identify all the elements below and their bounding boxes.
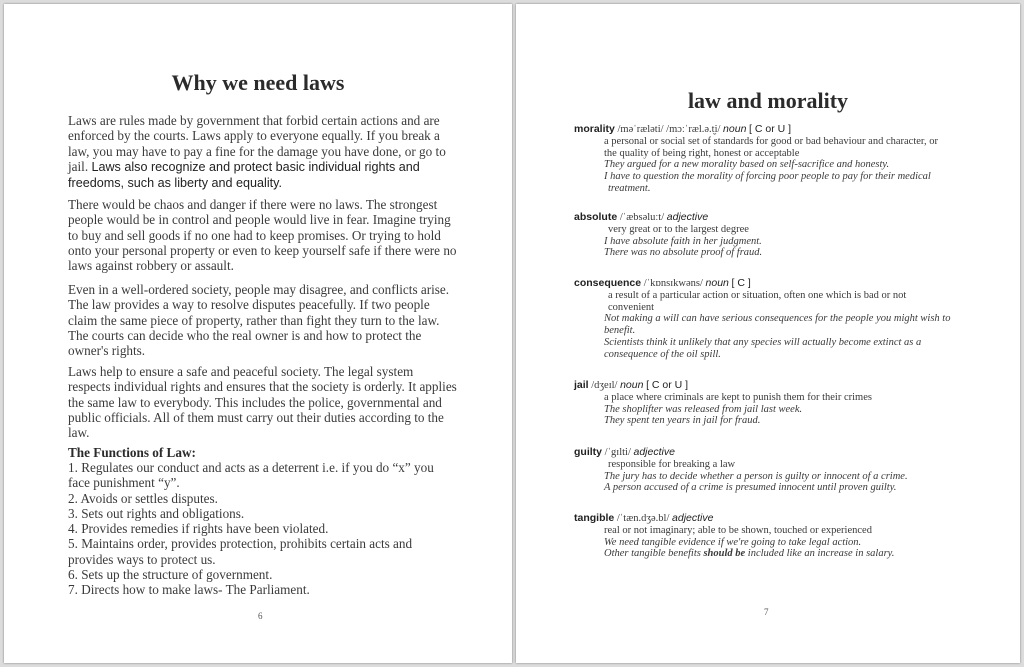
page-number: 7 xyxy=(764,607,769,617)
entry-pronunciation: /ˈkɒnsɪkwəns/ xyxy=(643,278,703,289)
entry-grammar: [ C or U ] xyxy=(646,379,689,391)
entry-example: They argued for a new morality based on self-sacrifice and honesty. xyxy=(604,159,890,171)
paragraph-chaos: There would be chaos and danger if there were no laws. The strongest people would be in control and people would live in fear. Imagine trying to buy and sell goods if no one had to keep promises. Or trying to hold onto your personal property or even to keep yourself safe if there were no laws against robbery or assault. xyxy=(68,197,457,274)
function-item: 3. Sets out rights and obligations. xyxy=(68,505,245,521)
entry-headword: morality xyxy=(574,123,615,135)
page-title: law and morality xyxy=(687,88,849,113)
entry-example: consequence of the oil spill. xyxy=(604,348,721,360)
dictionary-entry-jail xyxy=(574,380,974,427)
entry-pronunciation: /dʒeɪl/ xyxy=(591,380,618,391)
entry-headword: consequence xyxy=(574,277,642,289)
entry-example: treatment. xyxy=(608,182,651,194)
entry-short-definition xyxy=(713,513,715,524)
entry-definition: real or not imaginary; able to be shown, touched or experienced xyxy=(604,524,872,536)
entry-example: benefit. xyxy=(604,325,636,337)
paragraph-intro-text: Laws are rules made by government that forbid certain actions and are enforced by the courts. Laws apply to everyone equally. If you break a law, you may have to pay a fine for the damage you have done, or go to jail. xyxy=(68,113,446,174)
function-item: 4. Provides remedies if rights have been violated. xyxy=(68,521,329,537)
function-item: 7. Directs how to make laws- The Parliament. xyxy=(68,582,310,598)
entry-part-of-speech: adjective xyxy=(666,211,709,223)
dictionary-entry-guilty xyxy=(574,447,974,494)
function-item: 5. Maintains order, provides protection, prohibits certain acts and provides ways to protect us. xyxy=(68,536,413,567)
entry-example: I have absolute faith in her judgment. xyxy=(604,235,762,247)
entry-example: The shoplifter was released from jail last week. xyxy=(604,403,803,415)
entry-part-of-speech: noun xyxy=(620,379,644,391)
dictionary-entry-tangible xyxy=(574,513,974,560)
functions-heading: The Functions of Law: xyxy=(68,445,196,460)
entry-headword: jail xyxy=(574,379,589,391)
paragraph-intro-emphasis: Laws also recognize and protect basic individual rights and freedoms, such as liberty and equality. xyxy=(68,159,420,191)
function-item: 1. Regulates our conduct and acts as a deterrent i.e. if you do “x” you face punishment “y”. xyxy=(68,460,434,491)
entry-grammar: [ C ] xyxy=(731,277,751,289)
entry-pronunciation: /məˈræləti/ /mɔːˈræl.ə.t̬i/ xyxy=(617,124,721,135)
page-number: 6 xyxy=(258,611,263,621)
dictionary-entry-consequence xyxy=(574,278,974,361)
entry-part-of-speech: noun xyxy=(705,277,729,289)
entry-example: They spent ten years in jail for fraud. xyxy=(604,415,761,427)
entry-example-emphasis: should be xyxy=(703,548,746,560)
function-item: 6. Sets up the structure of government. xyxy=(68,567,273,583)
entry-definition: very great or to the largest degree xyxy=(608,223,749,235)
page-title: Why we need laws xyxy=(171,70,345,95)
dictionary-entry-absolute xyxy=(574,212,974,259)
dictionary-entry-morality xyxy=(574,124,974,195)
entry-definition: a result of a particular action or situation, often one which is bad or not xyxy=(608,289,907,301)
entry-example: I have to question the morality of forcing poor people to pay for their medical xyxy=(604,171,931,183)
entry-pronunciation: /ˈtæn.dʒə.bl/ xyxy=(616,513,670,524)
entry-pronunciation: /ˈæbsəluːt/ xyxy=(619,212,665,223)
functions-list xyxy=(68,460,458,598)
entry-part-of-speech: noun xyxy=(723,123,747,135)
entry-example: Not making a will can have serious consequences for the people you might wish to xyxy=(604,313,951,325)
paragraph-intro xyxy=(68,113,458,191)
paragraph-society: Laws help to ensure a safe and peaceful society. The legal system respects individual rights and ensures that the society is orderly. It applies the same law to everybody. This includes the police, governmental and public officials. All of them must carry out their duties according to the law. xyxy=(68,364,457,441)
entry-definition: the quality of being right, honest or acceptable xyxy=(604,147,800,159)
entry-example: We need tangible evidence if we're going to take legal action. xyxy=(604,536,862,548)
entry-part-of-speech: adjective xyxy=(633,446,675,458)
paragraph-disputes: Even in a well-ordered society, people may disagree, and conflicts arise. The law provides a way to resolve disputes peacefully. If two people claim the same piece of property, rather than fight they turn to the law. The courts can decide who the real owner is and how to protect the owner's rights. xyxy=(68,282,450,359)
entry-definition: responsible for breaking a law xyxy=(608,458,736,470)
entry-example: There was no absolute proof of fraud. xyxy=(604,247,763,259)
entry-example: A person accused of a crime is presumed innocent until proven guilty. xyxy=(604,482,897,494)
entry-headword: tangible xyxy=(574,512,615,524)
entry-example-part: Other tangible benefits xyxy=(604,548,704,560)
entry-headword: guilty xyxy=(574,446,602,458)
entry-definition: convenient xyxy=(608,301,655,313)
entry-grammar: [ C or U ] xyxy=(749,123,792,135)
entry-part-of-speech: adjective xyxy=(672,512,714,524)
entry-example: The jury has to decide whether a person is guilty or innocent of a crime. xyxy=(604,470,908,482)
left-page-content xyxy=(4,4,512,663)
entry-example xyxy=(574,548,974,560)
entry-example-part: included like an increase in salary. xyxy=(745,548,895,560)
entry-definition: a place where criminals are kept to punish them for their crimes xyxy=(604,391,872,403)
entry-headword: absolute xyxy=(574,211,618,223)
entry-pronunciation: /ˈgɪlti/ xyxy=(604,447,631,458)
function-item: 2. Avoids or settles disputes. xyxy=(68,490,218,506)
entry-example: Scientists think it unlikely that any species will actually become extinct as a xyxy=(604,336,922,348)
entry-definition: a personal or social set of standards for good or bad behaviour and character, or xyxy=(604,135,938,147)
